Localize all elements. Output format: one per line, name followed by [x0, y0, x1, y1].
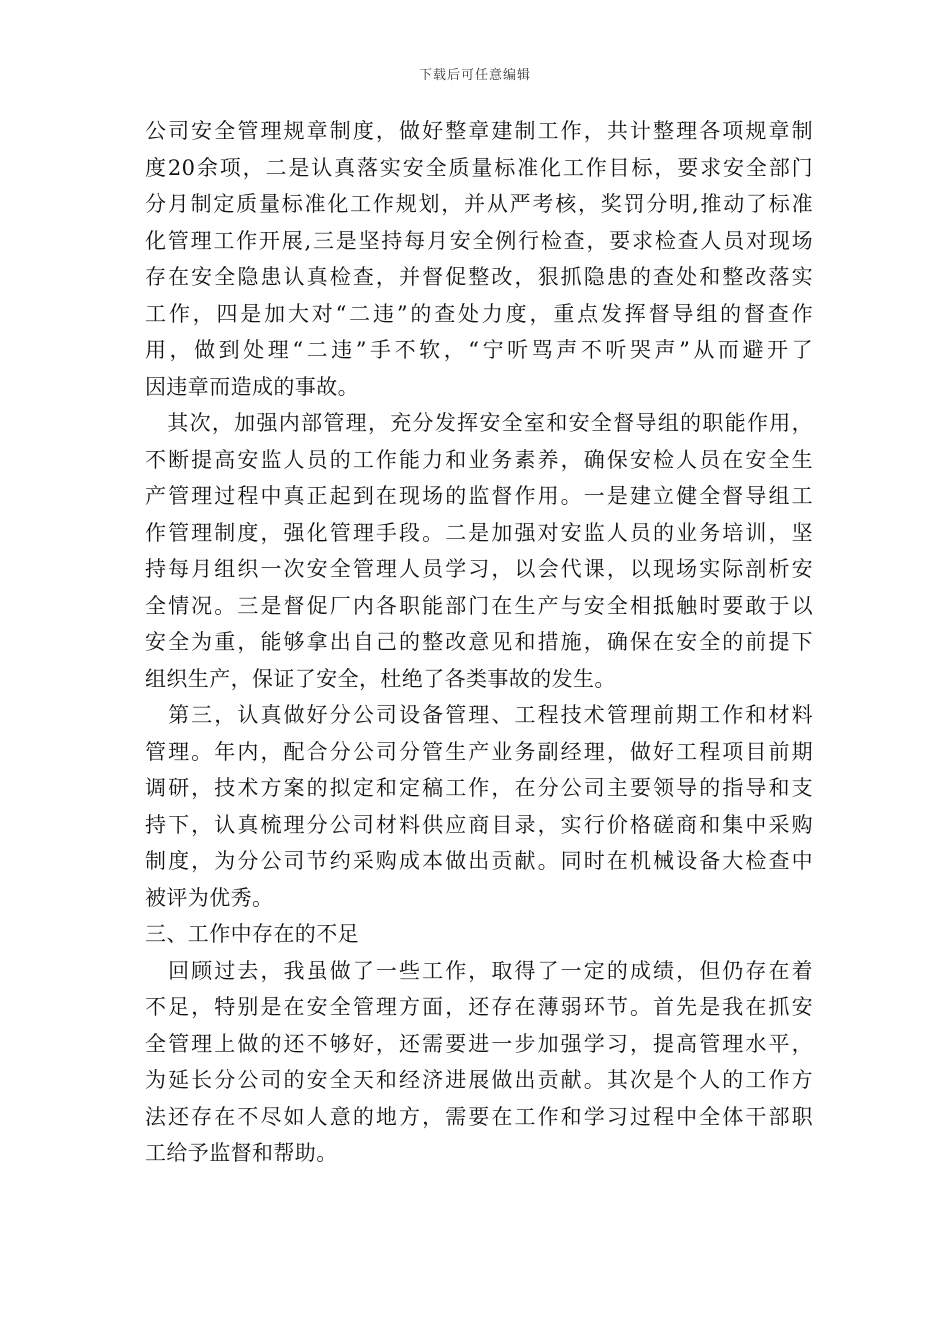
paragraph-2-line: 安全为重，能够拿出自己的整改意见和措施，确保在安全的前提下 [145, 630, 813, 654]
page-header-note: 下载后可任意编辑 [418, 68, 531, 83]
paragraph-1-line: 存在安全隐患认真检查，并督促整改，狠抓隐患的查处和整改落实 [145, 265, 813, 289]
paragraph-4-line: 工给予监督和帮助。 [145, 1141, 338, 1165]
paragraph-3-line: 制度，为分公司节约采购成本做出贡献。同时在机械设备大检查中 [145, 849, 813, 873]
paragraph-4-line: 为延长分公司的安全天和经济进展做出贡献。其次是个人的工作方 [145, 1068, 813, 1092]
paragraph-4-line: 法还存在不尽如人意的地方，需要在工作和学习过程中全体干部职 [145, 1104, 813, 1129]
paragraph-4-line: 回顾过去，我虽做了一些工作，取得了一定的成绩，但仍存在着 [145, 958, 813, 983]
paragraph-1-line: 工作，四是加大对“二违”的查处力度，重点发挥督导组的督查作 [145, 301, 813, 326]
paragraph-2-line: 组织生产，保证了安全，杜绝了各类事故的发生。 [145, 666, 616, 691]
paragraph-1-line: 公司安全管理规章制度，做好整章建制工作，共计整理各项规章制 [145, 119, 813, 143]
paragraph-2-line: 产管理过程中真正起到在现场的监督作用。一是建立健全督导组工 [145, 484, 813, 508]
paragraph-3-line: 持下，认真梳理分公司材料供应商目录，实行价格磋商和集中采购 [145, 812, 813, 837]
paragraph-1-line: 因违章而造成的事故。 [145, 374, 359, 399]
paragraph-1-line: 化管理工作开展,三是坚持每月安全例行检查，要求检查人员对现场 [145, 228, 813, 253]
paragraph-2-line: 不断提高安监人员的工作能力和业务素养，确保安检人员在安全生 [145, 447, 813, 472]
paragraph-2-line: 作管理制度，强化管理手段。二是加强对安监人员的业务培训，坚 [145, 520, 813, 545]
paragraph-2-line: 全情况。三是督促厂内各职能部门在生产与安全相抵触时要敢于以 [145, 593, 813, 618]
section-heading: 三、工作中存在的不足 [145, 922, 359, 946]
paragraph-1-line: 度20余项，二是认真落实安全质量标准化工作目标，要求安全部门 [145, 155, 813, 180]
paragraph-4-line: 全管理上做的还不够好，还需要进一步加强学习，提高管理水平， [145, 1031, 813, 1056]
paragraph-1-line: 用，做到处理“二违”手不软，“宁听骂声不听哭声”从而避开了 [145, 338, 813, 362]
paragraph-3-line: 管理。年内，配合分公司分管生产业务副经理，做好工程项目前期 [145, 739, 813, 764]
paragraph-3-line: 调研，技术方案的拟定和定稿工作，在分公司主要领导的指导和支 [145, 776, 813, 800]
paragraph-2-line: 其次，加强内部管理，充分发挥安全室和安全督导组的职能作用， [145, 411, 813, 435]
paragraph-3-line: 第三，认真做好分公司设备管理、工程技术管理前期工作和材料 [145, 703, 813, 727]
paragraph-2-line: 持每月组织一次安全管理人员学习，以会代课，以现场实际剖析安 [145, 557, 813, 581]
paragraph-3-line: 被评为优秀。 [145, 885, 274, 910]
paragraph-4-line: 不足，特别是在安全管理方面，还存在薄弱环节。首先是我在抓安 [145, 995, 813, 1019]
document-body [145, 113, 813, 1172]
paragraph-1-line: 分月制定质量标准化工作规划，并从严考核，奖罚分明,推动了标准 [145, 192, 813, 216]
